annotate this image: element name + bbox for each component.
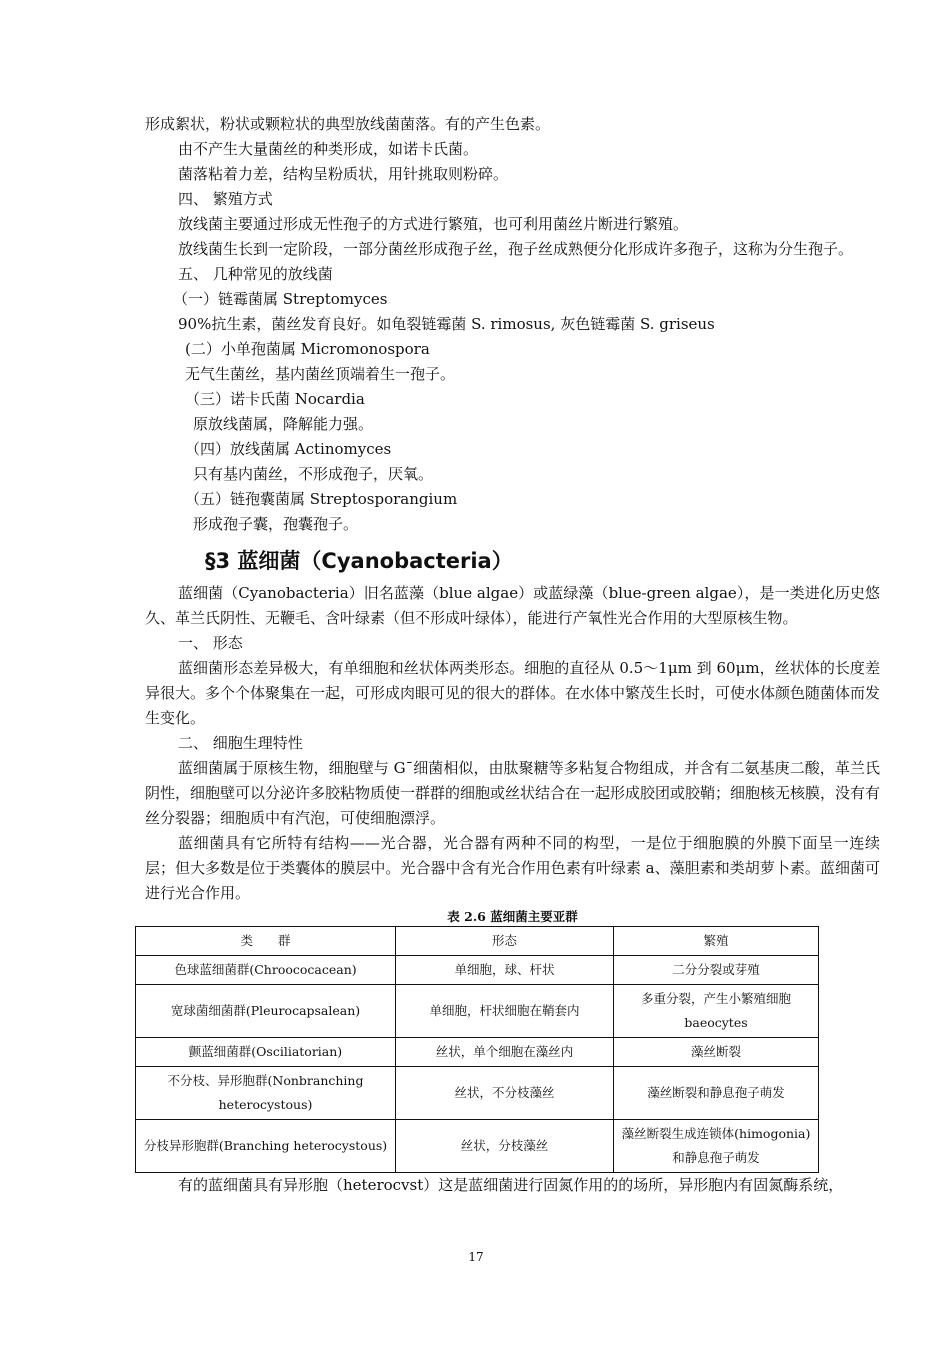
table-cell: 丝状，单个细胞在藻丝内 xyxy=(396,1038,614,1067)
page-number: 17 xyxy=(468,1250,484,1264)
genus-heading: （四）放线菌属 Actinomyces xyxy=(185,440,392,458)
paragraph: 蓝细菌（Cyanobacteria）旧名蓝藻（blue algae）或蓝绿藻（blue-green algae），是一类进化历史悠久、革兰氏阴性、无鞭毛、含叶绿素（但不形成叶绿体），能进行产氧性光合作用的大型原核生物。 xyxy=(145,584,880,627)
table-cell: 色球蓝细菌群(Chroococacean) xyxy=(136,956,396,985)
table-row xyxy=(136,1038,819,1067)
text-line: 原放线菌属，降解能力强。 xyxy=(193,415,374,433)
table-cell: 藻丝断裂和静息孢子萌发 xyxy=(614,1067,819,1120)
paragraph: 蓝细菌属于原核生物，细胞壁与 G¯细菌相似，由肽聚糖等多粘复合物组成，并含有二氨基庚二酸，革兰氏阴性，细胞壁可以分泌许多胶粘物质使一群群的细胞或丝状结合在一起形成胶团或胶鞘；细胞核无核膜，没有有丝分裂器；细胞质中有汽泡，可使细胞漂浮。 xyxy=(145,759,881,827)
paragraph: 蓝细菌具有它所特有结构——光合器，光合器有两种不同的构型，一是位于细胞膜的外膜下面呈一连续层；但大多数是位于类囊体的膜层中。光合器中含有光合作用色素有叶绿素 a、藻胆素和类胡萝卜素。蓝细菌可进行光合作用。 xyxy=(145,834,880,902)
table-row xyxy=(136,956,819,985)
table-row xyxy=(136,985,819,1038)
text-line: 由不产生大量菌丝的种类形成，如诺卡氏菌。 xyxy=(178,140,479,158)
table-cell: 颤蓝细菌群(Osciliatorian) xyxy=(136,1038,396,1067)
text-line: 90%抗生素，菌丝发育良好。如龟裂链霉菌 S. rimosus, 灰色链霉菌 S. griseus xyxy=(178,315,715,333)
table-cell: 单细胞，球、杆状 xyxy=(396,956,614,985)
table-row xyxy=(136,1120,819,1173)
table-caption: 表 2.6 蓝细菌主要亚群 xyxy=(447,909,578,924)
table-cell: 多重分裂，产生小繁殖细胞 baeocytes xyxy=(614,985,819,1038)
table-header-row xyxy=(136,927,819,956)
text-line: 形成孢子囊，孢囊孢子。 xyxy=(193,515,359,533)
genus-heading: （一）链霉菌属 Streptomyces xyxy=(173,290,388,308)
genus-heading: (二）小单孢菌属 Micromonospora xyxy=(185,340,430,358)
column-header: 繁殖 xyxy=(614,927,819,956)
genus-heading: （五）链孢囊菌属 Streptosporangium xyxy=(185,490,458,508)
subheading: 一、 形态 xyxy=(178,634,243,652)
column-header: 形态 xyxy=(396,927,614,956)
genus-heading: （三）诺卡氏菌 Nocardia xyxy=(185,390,365,408)
table-cell: 不分枝、异形胞群(Nonbranching heterocystous) xyxy=(136,1067,396,1120)
text-line: 只有基内菌丝，不形成孢子，厌氧。 xyxy=(193,465,434,483)
table-cell: 单细胞，杆状细胞在鞘套内 xyxy=(396,985,614,1038)
column-header: 类 群 xyxy=(136,927,396,956)
subheading: 四、 繁殖方式 xyxy=(178,190,273,208)
paragraph: 有的蓝细菌具有异形胞（heterocvst）这是蓝细菌进行固氮作用的的场所，异形胞内有固氮酶系统， xyxy=(178,1176,844,1194)
paragraph: 蓝细菌形态差异极大，有单细胞和丝状体两类形态。细胞的直径从 0.5～1μm 到 60μm，丝状体的长度差异很大。多个个体聚集在一起，可形成肉眼可见的很大的群体。在水体中繁茂生长时，可使水体颜色随菌体而发生变化。 xyxy=(145,659,881,727)
text-line: 菌落粘着力差，结构呈粉质状，用针挑取则粉碎。 xyxy=(178,165,509,183)
subheading: 二、 细胞生理特性 xyxy=(178,734,303,752)
table-row xyxy=(136,1067,819,1120)
text-line: 放线菌主要通过形成无性孢子的方式进行繁殖，也可利用菌丝片断进行繁殖。 xyxy=(178,215,689,233)
table-cell: 二分分裂或芽殖 xyxy=(614,956,819,985)
table-cell: 丝状，不分枝藻丝 xyxy=(396,1067,614,1120)
table-cell: 藻丝断裂生成连锁体(himogonia)和静息孢子萌发 xyxy=(614,1120,819,1173)
table-cell: 分枝异形胞群(Branching heterocystous) xyxy=(136,1120,396,1173)
paragraph: 放线菌生长到一定阶段，一部分菌丝形成孢子丝，孢子丝成熟便分化形成许多孢子，这称为分生孢子。 xyxy=(178,240,854,258)
text-line: 无气生菌丝，基内菌丝顶端着生一孢子。 xyxy=(185,365,456,383)
document-body xyxy=(145,112,880,1198)
subheading: 五、 几种常见的放线菌 xyxy=(178,265,333,283)
section-title: §3 蓝细菌（Cyanobacteria） xyxy=(205,549,513,573)
table-cell: 宽球菌细菌群(Pleurocapsalean) xyxy=(136,985,396,1038)
table-cell: 藻丝断裂 xyxy=(614,1038,819,1067)
table-cell: 丝状，分枝藻丝 xyxy=(396,1120,614,1173)
cyanobacteria-table xyxy=(135,926,819,1173)
text-line: 形成絮状，粉状或颗粒状的典型放线菌菌落。有的产生色素。 xyxy=(145,115,551,133)
